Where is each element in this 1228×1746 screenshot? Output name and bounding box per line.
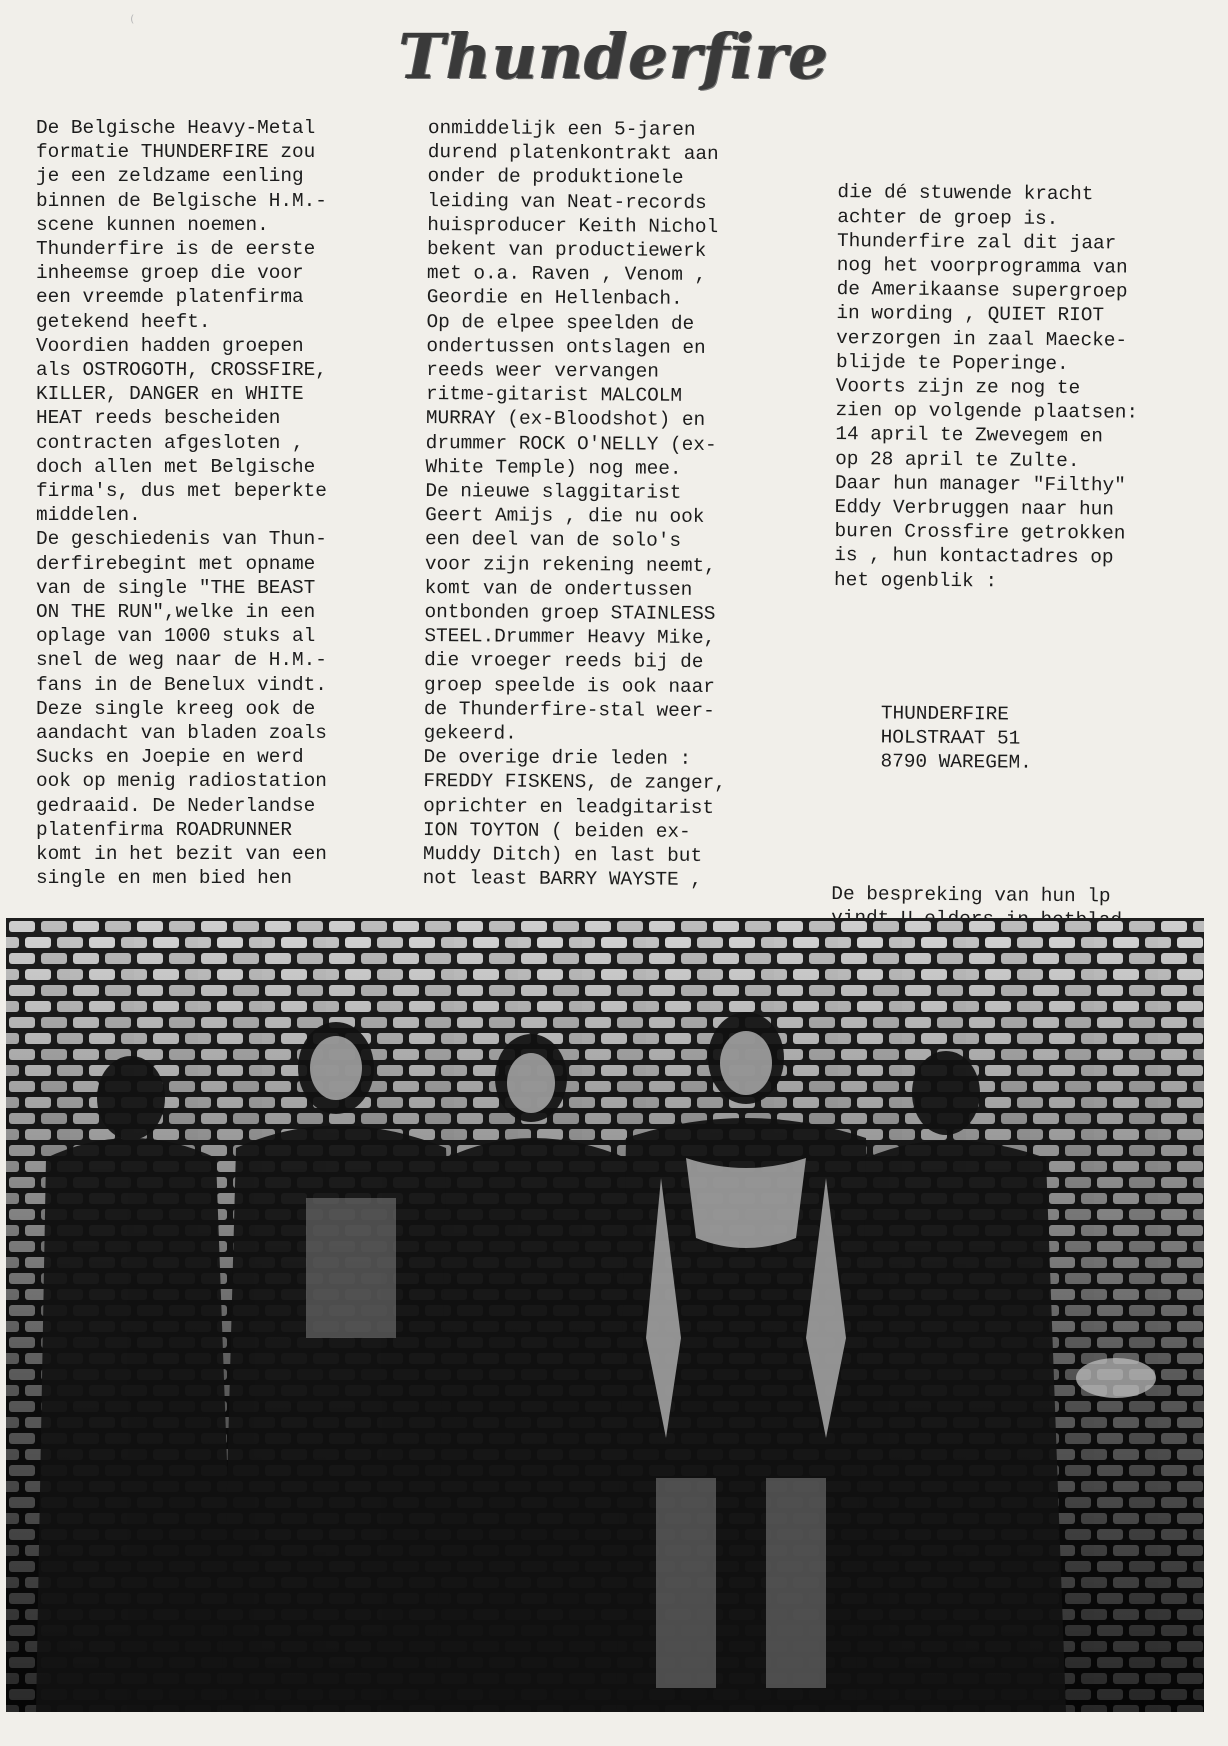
article-line: Voordien hadden groepen xyxy=(36,334,304,357)
article-line: groep speelde is ook naar xyxy=(423,673,716,698)
article-line: platenfirma ROADRUNNER xyxy=(36,818,292,841)
article-line: White Temple) nog mee. xyxy=(425,455,682,480)
article-line: Daar hun manager "Filthy" xyxy=(834,471,1126,497)
article-line: onder de produktionele xyxy=(427,165,684,190)
article-line: die dé stuwende kracht xyxy=(837,181,1094,206)
article-line: De nieuwe slaggitarist xyxy=(425,480,682,504)
article-line: KILLER, DANGER en WHITE xyxy=(36,383,304,406)
article-line: snel de weg naar de H.M.- xyxy=(36,649,327,672)
article-line: doch allen met Belgische xyxy=(36,455,316,478)
article-line: de Thunderfire-stal weer- xyxy=(423,697,715,722)
article-line: gedraaid. De Nederlandse xyxy=(36,794,316,817)
article-line: ritme-gitarist MALCOLM xyxy=(425,383,683,408)
article-line: Op de elpee speelden de xyxy=(426,310,695,335)
article-column-3-body xyxy=(834,180,1140,594)
article-column-2 xyxy=(423,116,731,893)
article-line: nog het voorprogramma van xyxy=(836,254,1128,279)
article-line: ook op menig radiostation xyxy=(36,770,327,793)
address-line: HOLSTRAAT 51 xyxy=(880,726,1021,750)
article-line: getekend heeft. xyxy=(36,310,211,333)
article-line: De geschiedenis van Thun- xyxy=(36,528,327,551)
article-line: reeds weer vervangen xyxy=(426,359,660,383)
article-line: Geert Amijs , die nu ook xyxy=(425,504,705,529)
article-column-1 xyxy=(36,116,327,891)
corner-mark: ⁽ xyxy=(130,12,135,33)
article-line: achter de groep is. xyxy=(837,205,1059,230)
article-line: MURRAY (ex-Bloodshot) en xyxy=(425,407,706,432)
article-line: aandacht van bladen zoals xyxy=(36,722,327,745)
article-line: single en men bied hen xyxy=(36,867,292,890)
article-line: STEEL.Drummer Heavy Mike, xyxy=(424,625,716,650)
article-line: De overige drie leden : xyxy=(423,746,692,771)
article-line: van de single "THE BEAST xyxy=(36,576,316,599)
band-photo-image xyxy=(6,918,1204,1712)
article-line: je een zeldzame eenling xyxy=(36,165,304,188)
article-line: zien op volgende plaatsen: xyxy=(835,399,1139,424)
page-title: Thunderfire xyxy=(398,20,830,93)
article-line: inheemse groep die voor xyxy=(36,262,304,285)
article-line: scene kunnen noemen. xyxy=(36,213,269,236)
article-line: De Belgische Heavy-Metal xyxy=(36,117,316,139)
address-line: THUNDERFIRE xyxy=(880,702,1010,726)
article-line: Muddy Ditch) en last but xyxy=(422,843,703,868)
article-line: komt van de ondertussen xyxy=(424,576,693,601)
article-line: fans in de Benelux vindt. xyxy=(36,673,327,696)
review-note-line: De bespreking van hun lp xyxy=(831,883,1111,908)
article-line: de Amerikaanse supergroep xyxy=(836,278,1128,303)
article-line: verzorgen in zaal Maecke- xyxy=(836,326,1128,352)
article-line: onmiddelijk een 5-jaren xyxy=(427,116,696,141)
article-line: Deze single kreeg ook de xyxy=(36,697,316,720)
article-line: derfirebegint met opname xyxy=(36,552,316,575)
article-line: contracten afgesloten , xyxy=(36,431,304,454)
article-line: gekeerd. xyxy=(423,722,517,745)
article-line: durend platenkontrakt aan xyxy=(427,141,719,166)
article-line: blijde te Poperinge. xyxy=(835,350,1069,375)
article-line: leiding van Neat-records xyxy=(427,189,707,214)
article-line: oplage van 1000 stuks al xyxy=(36,625,316,648)
article-line: Thunderfire is de eerste xyxy=(36,238,316,261)
article-line: ION TOYTON ( beiden ex- xyxy=(422,818,691,843)
article-line: bekent van productiewerk xyxy=(426,238,707,262)
article-line: ontbonden groep STAINLESS xyxy=(424,601,716,626)
address-line: 8790 WAREGEM. xyxy=(880,750,1032,774)
article-line: middelen. xyxy=(36,504,141,527)
article-line: Sucks en Joepie en werd xyxy=(36,746,304,769)
article-line: buren Crossfire getrokken xyxy=(834,520,1126,545)
article-line: een vreemde platenfirma xyxy=(36,286,304,309)
article-line: binnen de Belgische H.M.- xyxy=(36,189,327,212)
article-line: Voorts zijn ze nog te xyxy=(835,375,1081,400)
article-line: Thunderfire zal dit jaar xyxy=(836,229,1117,255)
article-line: not least BARRY WAYSTE , xyxy=(422,867,703,892)
article-line: als OSTROGOTH, CROSSFIRE, xyxy=(36,359,327,382)
article-line: formatie THUNDERFIRE zou xyxy=(36,141,316,164)
article-line: die vroeger reeds bij de xyxy=(424,649,704,674)
article-line: Geordie en Hellenbach. xyxy=(426,286,683,311)
article-line: FREDDY FISKENS, de zanger, xyxy=(423,770,726,795)
article-line: Eddy Verbruggen naar hun xyxy=(834,496,1115,521)
band-photo xyxy=(6,918,1204,1712)
article-line: voor zijn rekening neemt, xyxy=(424,552,716,577)
contact-address xyxy=(880,701,1135,776)
article-line: drummer ROCK O'NELLY (ex- xyxy=(425,431,717,456)
article-line: huisproducer Keith Nichol xyxy=(427,213,719,238)
article-line: in wording , QUIET RIOT xyxy=(836,302,1105,327)
article-line: een deel van de solo's xyxy=(424,528,682,553)
article-line: 14 april te Zwevegem en xyxy=(835,423,1104,448)
article-line: met o.a. Raven , Venom , xyxy=(426,262,707,287)
article-line: ondertussen ontslagen en xyxy=(426,334,706,359)
article-line: het ogenblik : xyxy=(833,568,998,593)
article-line: HEAT reeds bescheiden xyxy=(36,407,281,430)
article-line: is , hun kontactadres op xyxy=(834,544,1114,569)
article-line: komt in het bezit van een xyxy=(36,843,327,866)
article-line: op 28 april te Zulte. xyxy=(835,447,1080,472)
article-line: firma's, dus met beperkte xyxy=(36,480,327,503)
article-line: ON THE RUN",welke in een xyxy=(36,601,316,624)
article-line: oprichter en leadgitarist xyxy=(423,794,715,819)
